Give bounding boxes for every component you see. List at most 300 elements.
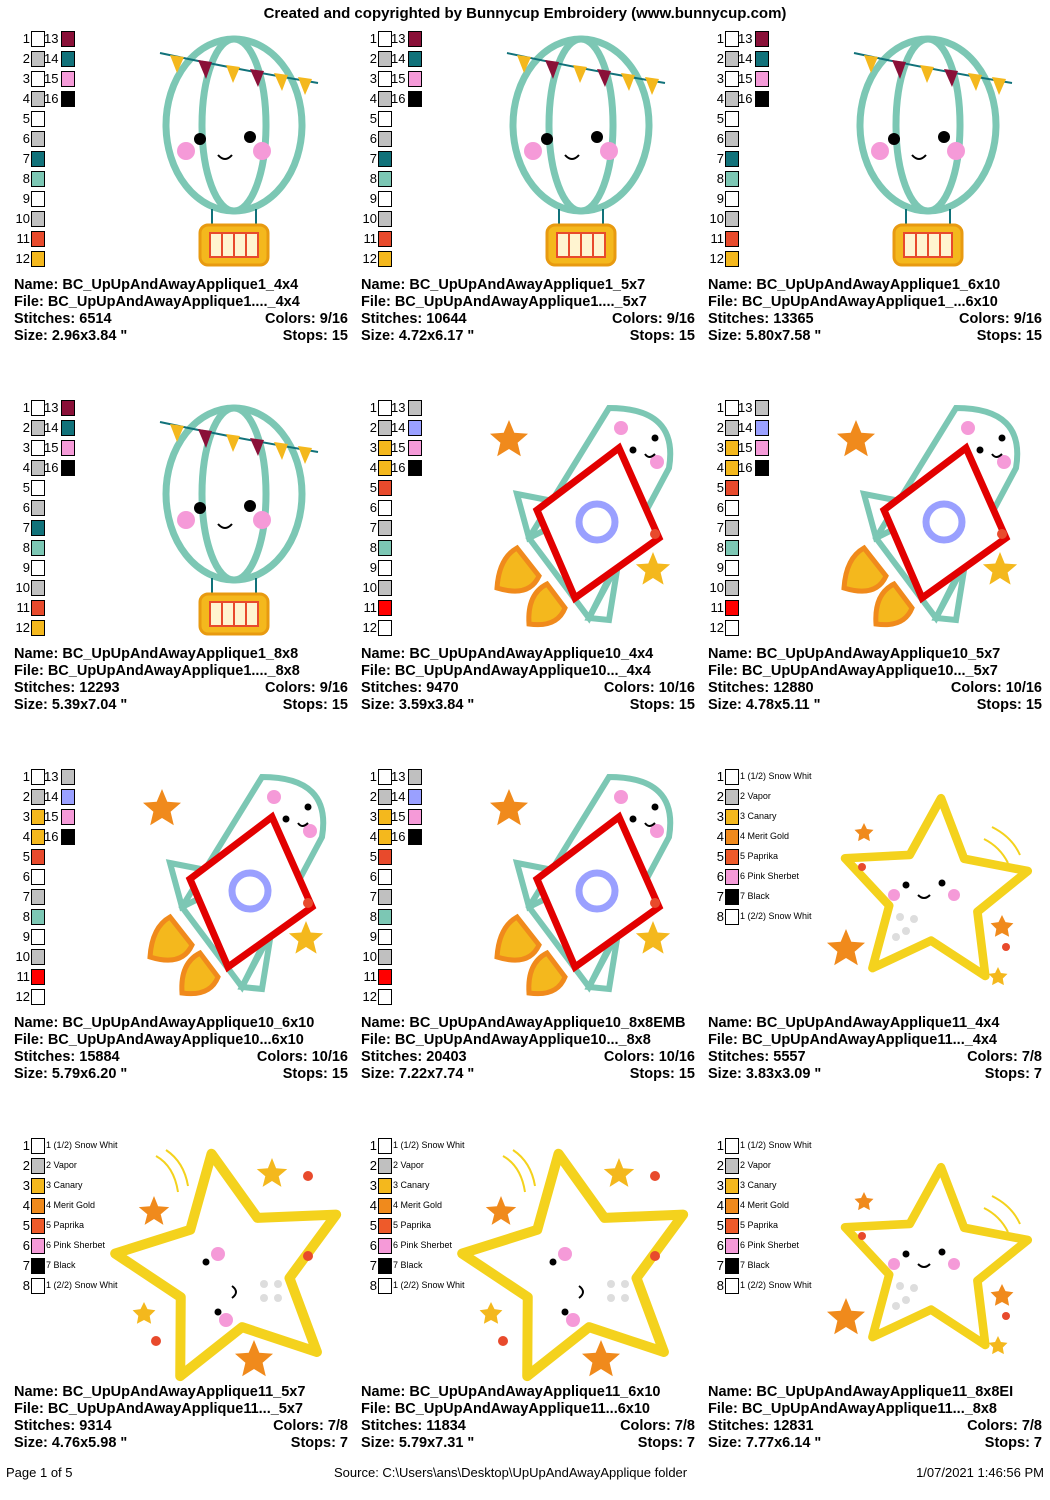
swatch-color-box	[61, 400, 75, 416]
swatch-label: 3 Canary	[46, 1180, 83, 1190]
design-card[interactable]	[359, 762, 705, 1131]
swatch-number: 15	[391, 440, 406, 455]
info-row	[361, 680, 701, 697]
info-row	[708, 1032, 1048, 1049]
swatch-number: 1	[369, 1138, 377, 1153]
design-name: Name: BC_UpUpAndAwayApplique11_6x10	[361, 1384, 661, 1400]
swatch-color-box	[408, 829, 422, 845]
swatch-number: 7	[716, 151, 724, 166]
star-design-preview	[469, 1136, 699, 1376]
swatch-label: 2 Vapor	[740, 1160, 771, 1170]
swatch-number: 5	[716, 849, 724, 864]
balloon-design-preview	[469, 29, 699, 269]
swatch-color-box	[378, 440, 392, 456]
swatch-number: 15	[44, 440, 59, 455]
design-card[interactable]	[12, 393, 358, 762]
swatch-color-box	[31, 909, 45, 925]
design-file: File: BC_UpUpAndAwayApplique1...._8x8	[14, 663, 300, 679]
swatch-color-box	[31, 1158, 45, 1174]
swatch-color-box	[31, 600, 45, 616]
info-row	[14, 646, 354, 663]
info-row	[708, 328, 1048, 345]
swatch-number: 12	[15, 620, 30, 635]
swatch-color-box	[378, 1158, 392, 1174]
swatch-number: 4	[369, 460, 377, 475]
swatch-label: 7 Black	[393, 1260, 423, 1270]
design-stitches: Stitches: 6514	[14, 311, 112, 327]
design-card[interactable]	[706, 24, 1050, 393]
swatch-color-box	[378, 460, 392, 476]
swatch-color-box	[725, 31, 739, 47]
swatch-number: 12	[709, 620, 724, 635]
swatch-color-box	[31, 91, 45, 107]
star-design-preview	[816, 1136, 1046, 1376]
swatch-label: 6 Pink Sherbet	[740, 1240, 800, 1250]
swatch-number: 12	[362, 251, 377, 266]
swatch-color-box	[755, 420, 769, 436]
swatch-number: 3	[369, 1178, 377, 1193]
swatch-color-box	[725, 500, 739, 516]
swatch-color-box	[378, 1218, 392, 1234]
swatch-number: 14	[44, 51, 59, 66]
swatch-number: 9	[22, 560, 30, 575]
swatch-number: 5	[369, 111, 377, 126]
swatch-color-box	[725, 91, 739, 107]
swatch-color-box	[725, 151, 739, 167]
swatch-number: 11	[16, 969, 30, 984]
swatch-color-box	[31, 191, 45, 207]
swatch-color-box	[755, 440, 769, 456]
info-row	[14, 1015, 354, 1032]
design-name: Name: BC_UpUpAndAwayApplique1_5x7	[361, 277, 646, 293]
swatch-color-box	[378, 540, 392, 556]
rocket-design-preview	[122, 767, 352, 1007]
swatch-number: 2	[716, 420, 724, 435]
swatch-color-box	[31, 1198, 45, 1214]
design-info	[361, 277, 701, 345]
swatch-number: 14	[44, 420, 59, 435]
swatch-color-box	[378, 151, 392, 167]
swatch-number: 9	[22, 929, 30, 944]
swatch-color-box	[31, 1218, 45, 1234]
design-card[interactable]	[12, 762, 358, 1131]
swatch-label: 3 Canary	[740, 811, 777, 821]
design-stitches: Stitches: 5557	[708, 1049, 806, 1065]
info-row	[14, 697, 354, 714]
info-row	[14, 663, 354, 680]
swatch-number: 5	[369, 1218, 377, 1233]
info-row	[14, 1049, 354, 1066]
swatch-label: 6 Pink Sherbet	[393, 1240, 453, 1250]
swatch-number: 3	[22, 1178, 30, 1193]
swatch-number: 2	[369, 789, 377, 804]
swatch-number: 16	[44, 91, 59, 106]
swatch-number: 7	[369, 889, 377, 904]
swatch-number: 4	[716, 460, 724, 475]
star-design-preview	[816, 767, 1046, 1007]
swatch-color-box	[725, 540, 739, 556]
swatch-number: 10	[362, 949, 377, 964]
info-row	[708, 646, 1048, 663]
swatch-color-box	[725, 869, 739, 885]
swatch-color-box	[725, 849, 739, 865]
swatch-color-box	[408, 789, 422, 805]
design-size: Size: 5.79x7.31 "	[361, 1435, 475, 1451]
page-footer	[0, 1465, 1050, 1483]
swatch-number: 2	[22, 789, 30, 804]
info-row	[14, 1418, 354, 1435]
swatch-color-box	[378, 171, 392, 187]
swatch-number: 8	[716, 171, 724, 186]
info-row	[14, 1032, 354, 1049]
balloon-art	[854, 39, 1012, 265]
swatch-number: 6	[22, 131, 30, 146]
swatch-number: 11	[710, 600, 724, 615]
swatch-color-box	[31, 969, 45, 985]
swatch-number: 6	[369, 500, 377, 515]
swatch-number: 11	[363, 231, 377, 246]
swatch-number: 9	[716, 560, 724, 575]
swatch-color-box	[31, 849, 45, 865]
info-row	[14, 1435, 354, 1452]
swatch-number: 14	[391, 51, 406, 66]
swatch-label: 3 Canary	[393, 1180, 430, 1190]
design-size: Size: 3.83x3.09 "	[708, 1066, 822, 1082]
design-name: Name: BC_UpUpAndAwayApplique10_6x10	[14, 1015, 315, 1031]
swatch-color-box	[725, 889, 739, 905]
swatch-color-box	[31, 1138, 45, 1154]
info-row	[361, 1384, 701, 1401]
swatch-color-box	[725, 111, 739, 127]
design-colors: Colors: 9/16	[265, 311, 348, 327]
swatch-color-box	[31, 989, 45, 1005]
swatch-number: 4	[22, 91, 30, 106]
design-stitches: Stitches: 9470	[361, 680, 459, 696]
swatch-number: 11	[16, 231, 30, 246]
swatch-number: 8	[22, 540, 30, 555]
swatch-color-box	[408, 71, 422, 87]
design-card[interactable]	[12, 1131, 358, 1500]
page-number: Page 1 of 5	[6, 1465, 73, 1480]
design-file: File: BC_UpUpAndAwayApplique1...._5x7	[361, 294, 647, 310]
design-stops: Stops: 15	[976, 697, 1042, 713]
swatch-color-box	[378, 929, 392, 945]
swatch-number: 4	[22, 829, 30, 844]
swatch-color-box	[31, 540, 45, 556]
swatch-label: 7 Black	[46, 1260, 76, 1270]
swatch-color-box	[408, 420, 422, 436]
swatch-number: 8	[22, 1278, 30, 1293]
swatch-label: 4 Merit Gold	[740, 831, 790, 841]
design-file: File: BC_UpUpAndAwayApplique1_...6x10	[708, 294, 998, 310]
swatch-label: 1 (1/2) Snow Whit	[46, 1140, 118, 1150]
swatch-color-box	[378, 420, 392, 436]
design-info	[14, 277, 354, 345]
swatch-number: 8	[22, 171, 30, 186]
swatch-number: 13	[738, 400, 753, 415]
swatch-number: 2	[369, 1158, 377, 1173]
design-name: Name: BC_UpUpAndAwayApplique11_5x7	[14, 1384, 306, 1400]
star-art	[101, 1134, 359, 1383]
design-colors: Colors: 9/16	[959, 311, 1042, 327]
page-header: Created and copyrighted by Bunnycup Embroidery (www.bunnycup.com)	[263, 5, 787, 22]
design-info	[361, 1015, 701, 1083]
swatch-number: 11	[16, 600, 30, 615]
design-info	[708, 1015, 1048, 1083]
swatch-number: 10	[15, 949, 30, 964]
design-file: File: BC_UpUpAndAwayApplique11..._5x7	[14, 1401, 303, 1417]
swatch-number: 6	[369, 1238, 377, 1253]
swatch-color-box	[378, 809, 392, 825]
swatch-number: 4	[22, 1198, 30, 1213]
info-row	[361, 663, 701, 680]
swatch-color-box	[725, 809, 739, 825]
design-colors: Colors: 10/16	[603, 1049, 695, 1065]
swatch-label: 4 Merit Gold	[393, 1200, 443, 1210]
swatch-color-box	[378, 1238, 392, 1254]
swatch-number: 4	[716, 829, 724, 844]
swatch-color-box	[378, 111, 392, 127]
swatch-color-box	[378, 829, 392, 845]
swatch-color-box	[31, 580, 45, 596]
swatch-color-box	[31, 131, 45, 147]
swatch-color-box	[378, 51, 392, 67]
swatch-color-box	[378, 560, 392, 576]
swatch-label: 5 Paprika	[740, 851, 779, 861]
swatch-number: 6	[369, 131, 377, 146]
swatch-number: 5	[716, 1218, 724, 1233]
swatch-number: 7	[22, 520, 30, 535]
swatch-color-box	[755, 400, 769, 416]
swatch-color-box	[378, 989, 392, 1005]
swatch-number: 9	[716, 191, 724, 206]
info-row	[361, 328, 701, 345]
design-stops: Stops: 7	[984, 1435, 1042, 1451]
swatch-label: 1 (2/2) Snow Whit	[393, 1280, 465, 1290]
info-row	[708, 663, 1048, 680]
swatch-color-box	[31, 560, 45, 576]
swatch-color-box	[61, 91, 75, 107]
swatch-number: 16	[391, 829, 406, 844]
swatch-label: 2 Vapor	[46, 1160, 77, 1170]
design-file: File: BC_UpUpAndAwayApplique11...6x10	[361, 1401, 650, 1417]
info-row	[14, 1401, 354, 1418]
rocket-art	[490, 408, 670, 625]
swatch-number: 14	[391, 789, 406, 804]
swatch-color-box	[31, 171, 45, 187]
swatch-number: 13	[738, 31, 753, 46]
info-row	[361, 646, 701, 663]
swatch-color-box	[408, 31, 422, 47]
swatch-number: 11	[363, 600, 377, 615]
swatch-color-box	[408, 91, 422, 107]
swatch-number: 16	[738, 91, 753, 106]
swatch-label: 5 Paprika	[393, 1220, 432, 1230]
design-card[interactable]	[12, 24, 358, 393]
swatch-color-box	[31, 211, 45, 227]
swatch-number: 14	[738, 51, 753, 66]
swatch-color-box	[725, 400, 739, 416]
design-size: Size: 7.22x7.74 "	[361, 1066, 475, 1082]
design-file: File: BC_UpUpAndAwayApplique10..._5x7	[708, 663, 998, 679]
swatch-color-box	[378, 31, 392, 47]
swatch-color-box	[378, 620, 392, 636]
design-stops: Stops: 15	[629, 328, 695, 344]
design-stops: Stops: 15	[282, 1066, 348, 1082]
design-info	[14, 1384, 354, 1452]
swatch-number: 15	[738, 440, 753, 455]
info-row	[361, 1015, 701, 1032]
design-size: Size: 4.76x5.98 "	[14, 1435, 128, 1451]
swatch-color-box	[31, 1238, 45, 1254]
swatch-color-box	[378, 1138, 392, 1154]
swatch-color-box	[725, 1278, 739, 1294]
swatch-color-box	[725, 1238, 739, 1254]
swatch-color-box	[755, 91, 769, 107]
swatch-number: 7	[369, 151, 377, 166]
design-name: Name: BC_UpUpAndAwayApplique10_5x7	[708, 646, 1001, 662]
design-file: File: BC_UpUpAndAwayApplique11..._8x8	[708, 1401, 997, 1417]
swatch-color-box	[378, 580, 392, 596]
design-size: Size: 5.39x7.04 "	[14, 697, 128, 713]
swatch-number: 7	[369, 520, 377, 535]
swatch-number: 13	[391, 400, 406, 415]
swatch-number: 1	[22, 769, 30, 784]
swatch-number: 15	[391, 71, 406, 86]
swatch-label: 5 Paprika	[46, 1220, 85, 1230]
swatch-number: 9	[22, 191, 30, 206]
design-colors: Colors: 7/8	[967, 1049, 1042, 1065]
swatch-number: 16	[44, 829, 59, 844]
swatch-color-box	[408, 769, 422, 785]
swatch-color-box	[725, 1218, 739, 1234]
star-art	[827, 1161, 1032, 1354]
swatch-number: 1	[369, 769, 377, 784]
swatch-number: 12	[362, 989, 377, 1004]
design-colors: Colors: 10/16	[603, 680, 695, 696]
swatch-color-box	[725, 1178, 739, 1194]
design-card[interactable]	[359, 393, 705, 762]
swatch-color-box	[725, 171, 739, 187]
swatch-number: 5	[716, 111, 724, 126]
swatch-number: 12	[15, 251, 30, 266]
design-file: File: BC_UpUpAndAwayApplique10..._8x8	[361, 1032, 651, 1048]
swatch-number: 2	[716, 51, 724, 66]
swatch-color-box	[31, 1278, 45, 1294]
swatch-number: 8	[369, 540, 377, 555]
design-stops: Stops: 15	[629, 1066, 695, 1082]
swatch-label: 1 (1/2) Snow Whit	[740, 771, 812, 781]
swatch-color-box	[378, 909, 392, 925]
balloon-design-preview	[122, 398, 352, 638]
design-grid	[12, 24, 1050, 1464]
swatch-color-box	[378, 869, 392, 885]
swatch-color-box	[378, 1178, 392, 1194]
design-stops: Stops: 15	[282, 697, 348, 713]
design-name: Name: BC_UpUpAndAwayApplique10_8x8EMB	[361, 1015, 686, 1031]
swatch-number: 3	[369, 440, 377, 455]
swatch-color-box	[31, 520, 45, 536]
swatch-number: 14	[44, 789, 59, 804]
swatch-color-box	[31, 71, 45, 87]
swatch-color-box	[31, 400, 45, 416]
info-row	[14, 680, 354, 697]
swatch-number: 11	[710, 231, 724, 246]
swatch-color-box	[378, 1278, 392, 1294]
swatch-color-box	[725, 1138, 739, 1154]
info-row	[708, 1066, 1048, 1083]
info-row	[708, 680, 1048, 697]
swatch-color-box	[378, 849, 392, 865]
swatch-label: 4 Merit Gold	[46, 1200, 96, 1210]
design-stops: Stops: 7	[290, 1435, 348, 1451]
swatch-color-box	[31, 440, 45, 456]
swatch-number: 1	[369, 31, 377, 46]
swatch-color-box	[31, 769, 45, 785]
swatch-color-box	[31, 51, 45, 67]
swatch-color-box	[378, 500, 392, 516]
swatch-number: 4	[369, 829, 377, 844]
design-size: Size: 5.80x7.58 "	[708, 328, 822, 344]
design-stitches: Stitches: 12293	[14, 680, 120, 696]
swatch-number: 2	[22, 51, 30, 66]
design-name: Name: BC_UpUpAndAwayApplique1_4x4	[14, 277, 299, 293]
swatch-label: 6 Pink Sherbet	[740, 871, 800, 881]
swatch-number: 1	[22, 1138, 30, 1153]
swatch-color-box	[378, 400, 392, 416]
design-card[interactable]	[706, 393, 1050, 762]
swatch-number: 10	[362, 211, 377, 226]
info-row	[708, 294, 1048, 311]
design-card[interactable]	[706, 762, 1050, 1131]
swatch-color-box	[61, 71, 75, 87]
info-row	[361, 1032, 701, 1049]
design-size: Size: 2.96x3.84 "	[14, 328, 128, 344]
design-info	[708, 277, 1048, 345]
swatch-color-box	[725, 769, 739, 785]
swatch-color-box	[31, 111, 45, 127]
info-row	[361, 1435, 701, 1452]
design-stitches: Stitches: 15884	[14, 1049, 120, 1065]
swatch-number: 9	[369, 560, 377, 575]
swatch-number: 1	[716, 769, 724, 784]
swatch-color-box	[378, 480, 392, 496]
swatch-color-box	[61, 789, 75, 805]
design-name: Name: BC_UpUpAndAwayApplique11_4x4	[708, 1015, 1000, 1031]
info-row	[361, 1401, 701, 1418]
swatch-color-box	[725, 520, 739, 536]
info-row	[361, 1066, 701, 1083]
swatch-label: 5 Paprika	[740, 1220, 779, 1230]
swatch-label: 1 (2/2) Snow Whit	[740, 1280, 812, 1290]
swatch-color-box	[378, 1198, 392, 1214]
rocket-design-preview	[469, 398, 699, 638]
swatch-color-box	[31, 809, 45, 825]
design-size: Size: 4.72x6.17 "	[361, 328, 475, 344]
design-colors: Colors: 10/16	[950, 680, 1042, 696]
swatch-number: 13	[44, 769, 59, 784]
info-row	[361, 697, 701, 714]
design-card[interactable]	[706, 1131, 1050, 1500]
swatch-label: 1 (2/2) Snow Whit	[740, 911, 812, 921]
swatch-color-box	[61, 460, 75, 476]
design-card[interactable]	[359, 1131, 705, 1500]
rocket-art	[837, 408, 1017, 625]
info-row	[708, 277, 1048, 294]
info-row	[361, 1418, 701, 1435]
design-card[interactable]	[359, 24, 705, 393]
swatch-color-box	[378, 1258, 392, 1274]
